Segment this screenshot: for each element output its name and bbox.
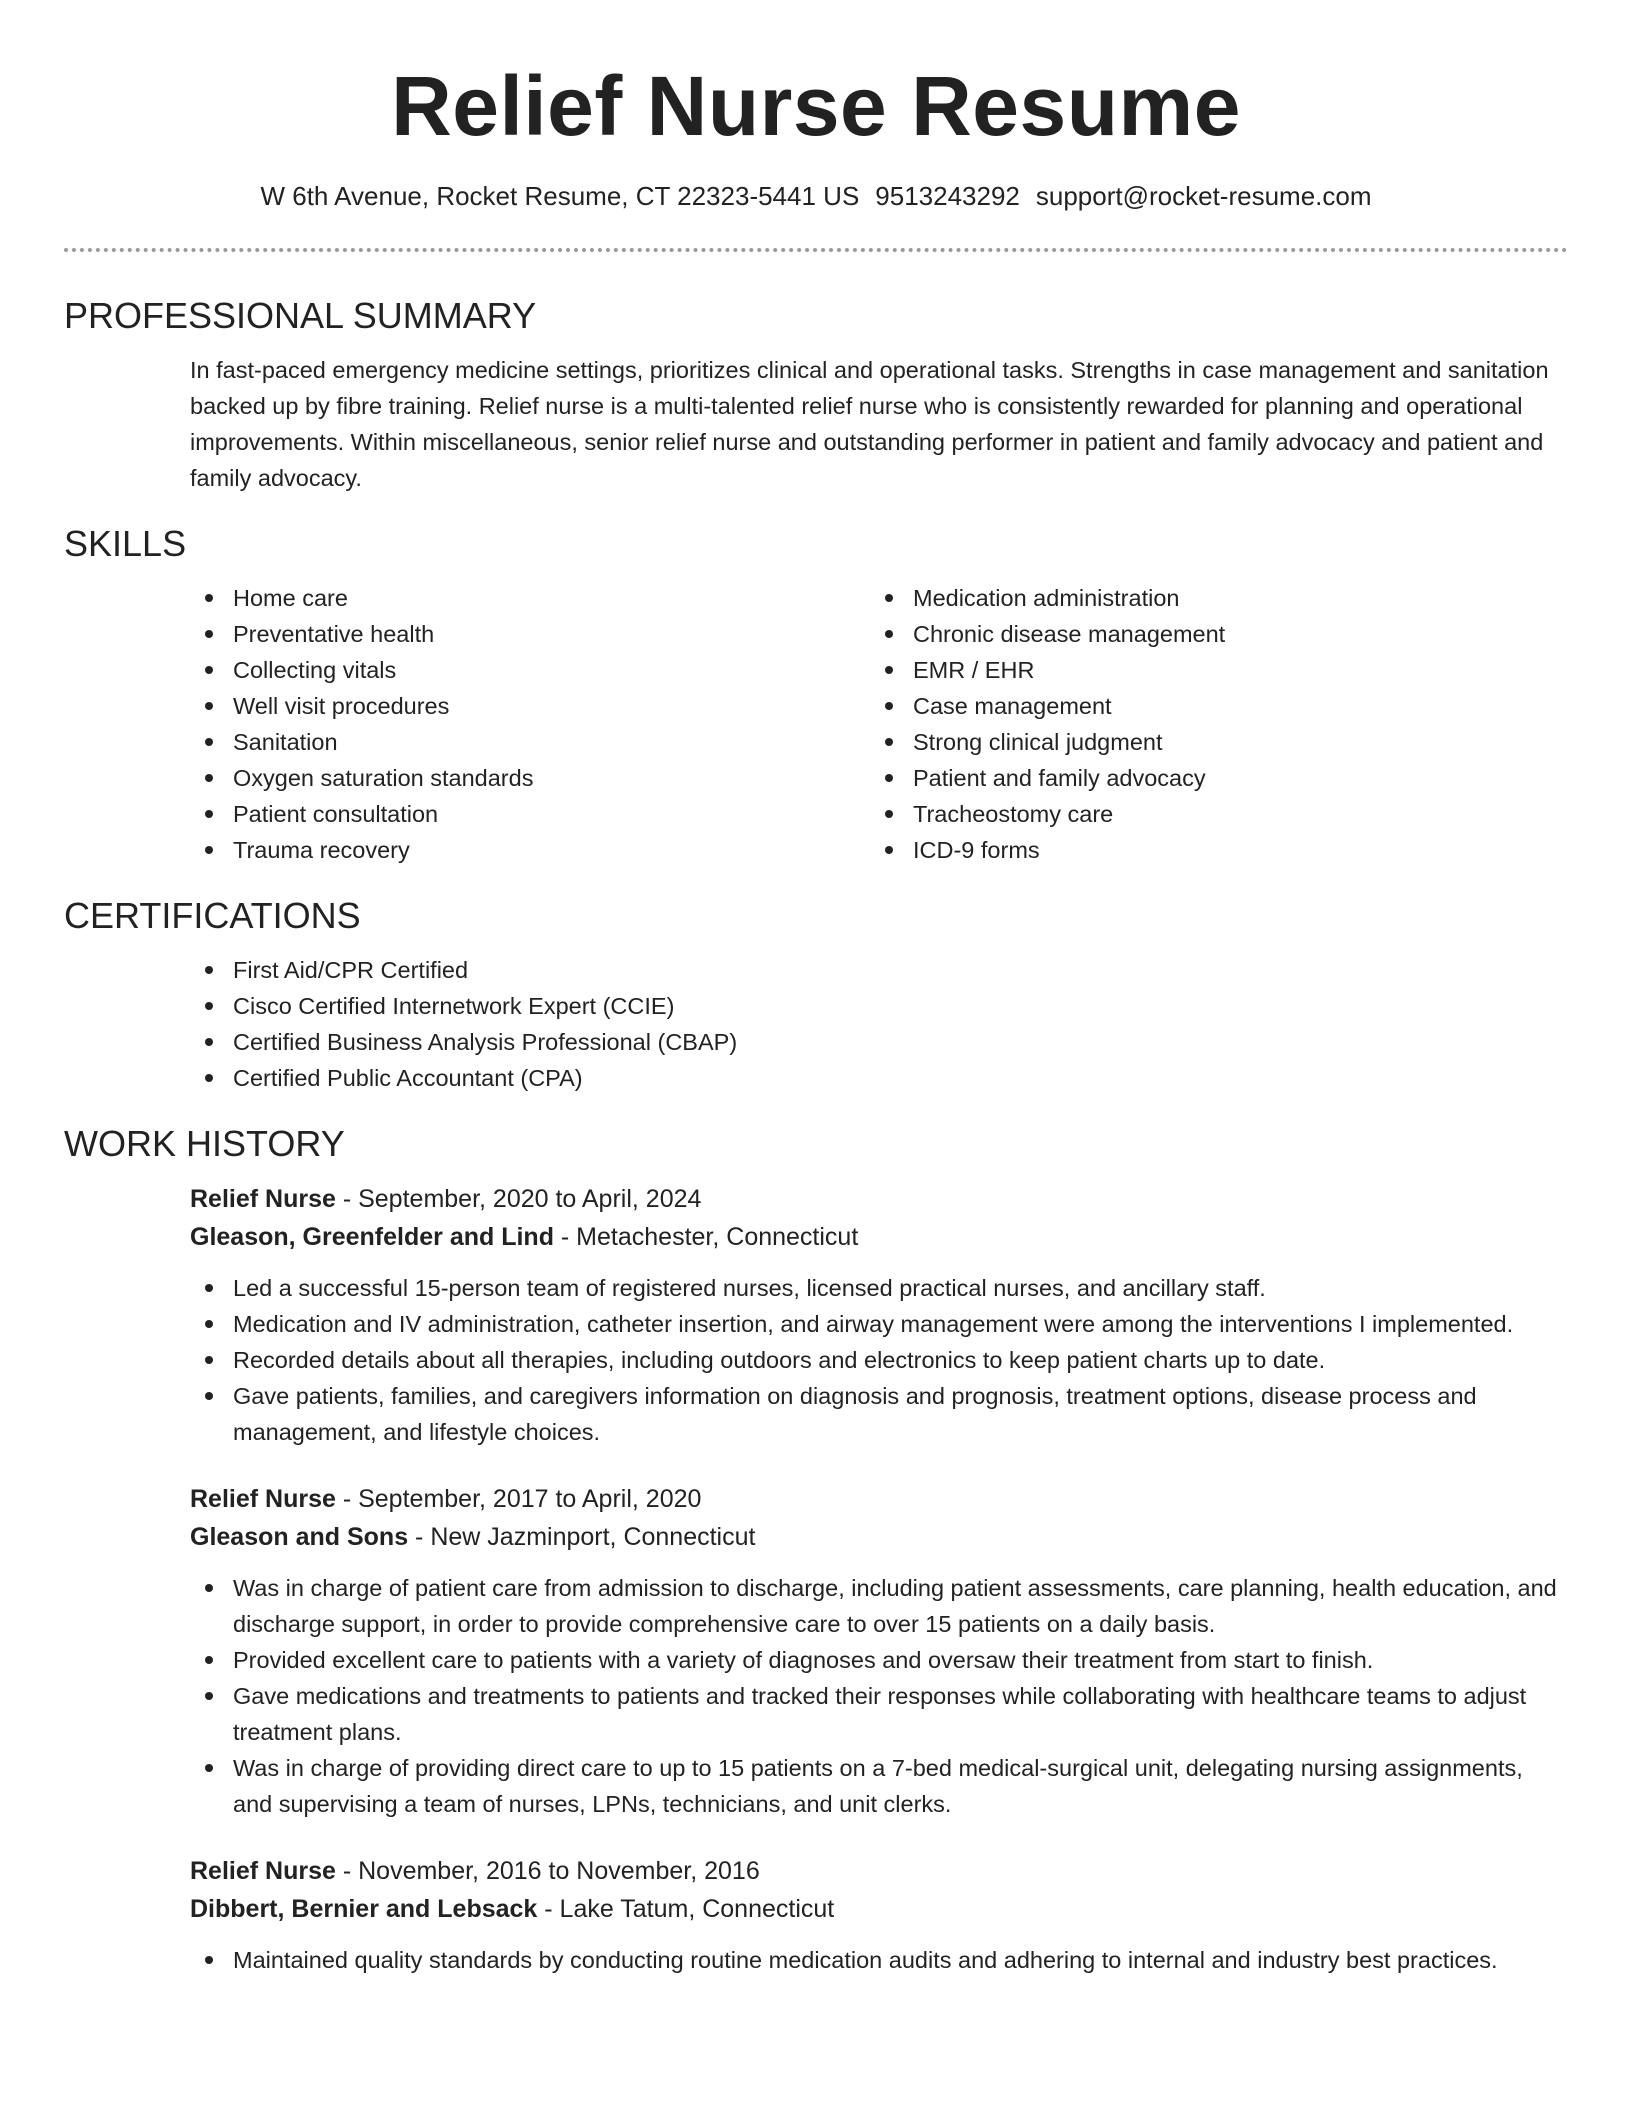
certification-item: First Aid/CPR Certified <box>233 952 1568 988</box>
job-title-line <box>190 1852 1568 1890</box>
certifications-section <box>64 894 1568 1096</box>
skill-item: ICD-9 forms <box>913 832 1550 868</box>
skill-item: Home care <box>233 580 870 616</box>
skills-right-column <box>870 580 1550 868</box>
job-location: - Metachester, Connecticut <box>553 1223 859 1251</box>
skills-section <box>64 522 1568 868</box>
skill-item: Well visit procedures <box>233 688 870 724</box>
skill-item: Patient and family advocacy <box>913 760 1550 796</box>
skill-item: Medication administration <box>913 580 1550 616</box>
job-bullet: Was in charge of providing direct care to up to 15 patients on a 7-bed medical-surgical unit, delegating nursing assignments, and supervising a team of nurses, LPNs, technicians, and unit clerks. <box>233 1750 1568 1822</box>
job-company-line <box>190 1218 1568 1256</box>
job-bullet: Recorded details about all therapies, including outdoors and electronics to keep patient charts up to date. <box>233 1342 1568 1378</box>
skill-item: Preventative health <box>233 616 870 652</box>
job-company-line <box>190 1890 1568 1928</box>
job-company-line <box>190 1518 1568 1556</box>
job-bullet: Gave medications and treatments to patients and tracked their responses while collaborating with healthcare teams to adjust treatment plans. <box>233 1678 1568 1750</box>
skills-left-column <box>190 580 870 868</box>
job-entry <box>190 1480 1568 1822</box>
resume-title: Relief Nurse Resume <box>391 59 1241 153</box>
contact-phone: 9513243292 <box>875 181 1020 211</box>
job-location: - Lake Tatum, Connecticut <box>537 1895 835 1923</box>
job-location: - New Jazminport, Connecticut <box>408 1523 756 1551</box>
job-dates: - September, 2017 to April, 2020 <box>335 1485 702 1513</box>
job-bullet: Medication and IV administration, catheter insertion, and airway management were among the interventions I implemented. <box>233 1306 1568 1342</box>
certifications-heading: CERTIFICATIONS <box>64 895 361 936</box>
job-entry <box>190 1180 1568 1450</box>
job-company: Gleason, Greenfelder and Lind <box>190 1223 554 1251</box>
skill-item: Case management <box>913 688 1550 724</box>
job-bullet: Led a successful 15-person team of registered nurses, licensed practical nurses, and ancillary staff. <box>233 1270 1568 1306</box>
skill-item: Strong clinical judgment <box>913 724 1550 760</box>
contact-address: W 6th Avenue, Rocket Resume, CT 22323-5441 US <box>260 181 860 211</box>
work-history-heading: WORK HISTORY <box>64 1123 345 1164</box>
skills-heading: SKILLS <box>64 523 187 564</box>
skill-item: Patient consultation <box>233 796 870 832</box>
job-title: Relief Nurse <box>190 1185 336 1213</box>
certification-item: Certified Business Analysis Professional (CBAP) <box>233 1024 1568 1060</box>
summary-text: In fast-paced emergency medicine settings, prioritizes clinical and operational tasks. Strengths in case management and sanitation backed up by fibre training. Relief nurse is a multi-talented relief nurse who is consistently rewarded for planning and operational improvements. Within miscellaneous, senior relief nurse and outstanding performer in patient and family advocacy and patient and family advocacy. <box>190 357 1549 491</box>
work-history-section <box>64 1122 1568 1978</box>
job-title-line <box>190 1180 1568 1218</box>
skill-item: EMR / EHR <box>913 652 1550 688</box>
certification-item: Certified Public Accountant (CPA) <box>233 1060 1568 1096</box>
job-bullet: Gave patients, families, and caregivers information on diagnosis and prognosis, treatment options, disease process and management, and lifestyle choices. <box>233 1378 1568 1450</box>
job-title: Relief Nurse <box>190 1485 336 1513</box>
skill-item: Collecting vitals <box>233 652 870 688</box>
contact-email[interactable]: support@rocket-resume.com <box>1035 181 1372 211</box>
skill-item: Chronic disease management <box>913 616 1550 652</box>
resume-page <box>64 0 1568 1978</box>
skill-item: Tracheostomy care <box>913 796 1550 832</box>
header-divider <box>64 248 1568 252</box>
job-dates: - September, 2020 to April, 2024 <box>335 1185 702 1213</box>
summary-heading: PROFESSIONAL SUMMARY <box>64 295 537 336</box>
skill-item: Sanitation <box>233 724 870 760</box>
job-bullet: Maintained quality standards by conducting routine medication audits and adhering to internal and industry best practices. <box>233 1942 1568 1978</box>
skill-item: Oxygen saturation standards <box>233 760 870 796</box>
certification-item: Cisco Certified Internetwork Expert (CCIE) <box>233 988 1568 1024</box>
job-bullet: Provided excellent care to patients with a variety of diagnoses and oversaw their treatment from start to finish. <box>233 1642 1568 1678</box>
summary-section <box>64 294 1568 496</box>
skill-item: Trauma recovery <box>233 832 870 868</box>
job-title: Relief Nurse <box>190 1857 336 1885</box>
contact-line <box>64 178 1568 214</box>
job-dates: - November, 2016 to November, 2016 <box>335 1857 760 1885</box>
job-company: Dibbert, Bernier and Lebsack <box>190 1895 538 1923</box>
job-entry <box>190 1852 1568 1978</box>
job-company: Gleason and Sons <box>190 1523 409 1551</box>
job-title-line <box>190 1480 1568 1518</box>
job-bullet: Was in charge of patient care from admission to discharge, including patient assessments, care planning, health education, and discharge support, in order to provide comprehensive care to over 15 patients on a daily basis. <box>233 1570 1568 1642</box>
